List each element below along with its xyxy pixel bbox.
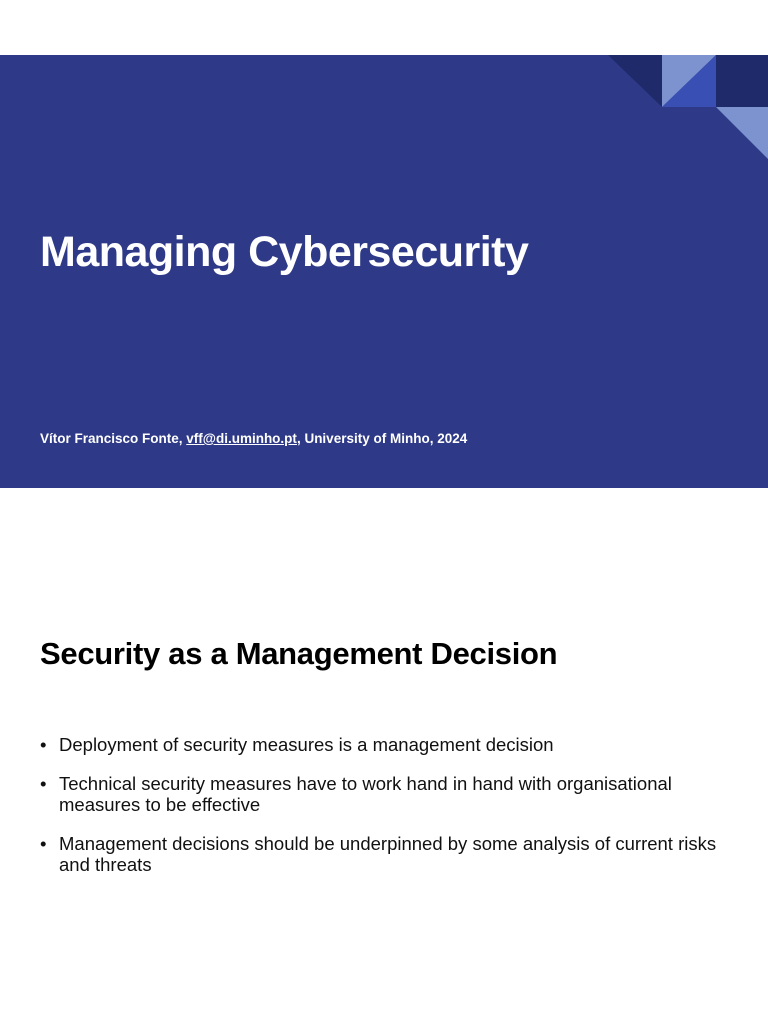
bullet-text: Technical security measures have to work hand in hand with organisational measures to be effective [59, 773, 672, 815]
author-affiliation: , University of Minho, 2024 [296, 431, 468, 446]
bullet-item [40, 833, 720, 875]
bullet-list [40, 734, 720, 893]
bullet-marker: • [40, 734, 47, 755]
bullet-marker: • [40, 773, 47, 794]
bullet-item [40, 734, 720, 755]
corner-triangle-light [716, 107, 768, 159]
corner-triangle-dark-left [608, 55, 662, 107]
content-slide [0, 488, 768, 1024]
presentation-title: Managing Cybersecurity [40, 228, 529, 276]
bullet-item [40, 773, 720, 815]
title-slide [0, 55, 768, 488]
slide-heading: Security as a Management Decision [40, 636, 558, 671]
author-byline [40, 431, 467, 446]
author-email-link[interactable]: vff@di.uminho.pt [186, 431, 297, 446]
bullet-text: Deployment of security measures is a management decision [59, 734, 554, 755]
corner-square-dark [716, 55, 768, 107]
bullet-marker: • [40, 833, 47, 854]
author-name: Vítor Francisco Fonte, [40, 431, 187, 446]
bullet-text: Management decisions should be underpinned by some analysis of current risks and threats [59, 833, 717, 875]
